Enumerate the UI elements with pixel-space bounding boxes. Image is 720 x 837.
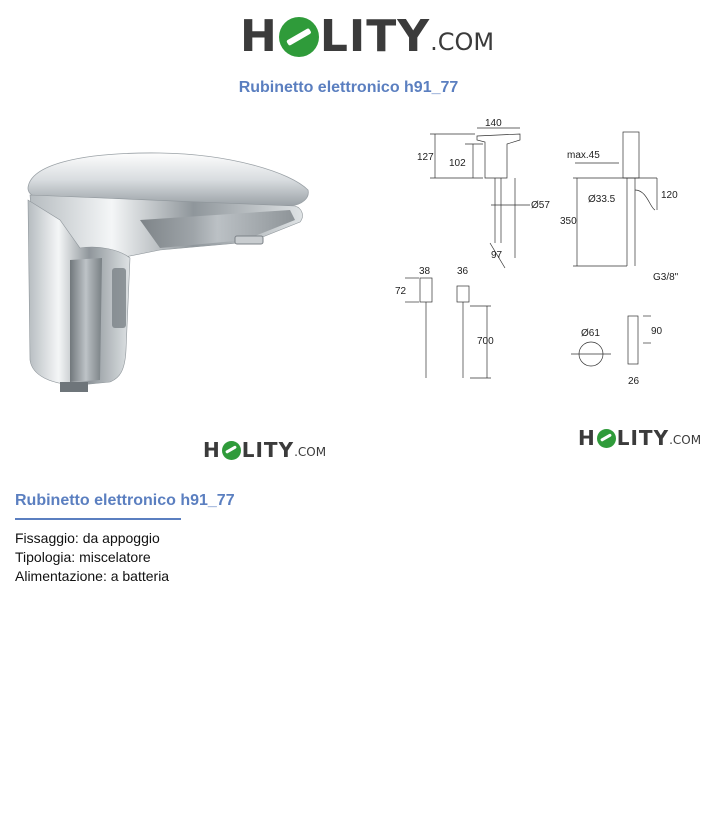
dim-33-5: Ø33.5 bbox=[588, 194, 616, 205]
logo-text: LITY bbox=[319, 11, 431, 62]
title-underline bbox=[15, 518, 181, 520]
logo-letter-h: H bbox=[240, 11, 278, 62]
dim-36: 36 bbox=[457, 266, 469, 277]
logo-o-icon bbox=[597, 429, 616, 448]
dim-350: 350 bbox=[560, 216, 577, 227]
logo-o-icon bbox=[222, 441, 241, 460]
product-photo[interactable] bbox=[20, 150, 315, 400]
dim-g3-8: G3/8" bbox=[653, 272, 679, 283]
dim-90: 90 bbox=[651, 326, 663, 337]
page-title: Rubinetto elettronico h91_77 bbox=[238, 79, 459, 96]
dim-102: 102 bbox=[449, 158, 466, 169]
logo-letter-h: H bbox=[203, 438, 221, 462]
spec-tipologia: Tipologia: miscelatore bbox=[15, 549, 151, 565]
dim-140: 140 bbox=[485, 118, 502, 129]
dim-38: 38 bbox=[419, 266, 431, 277]
dim-127: 127 bbox=[417, 152, 434, 163]
logo-suffix: .COM bbox=[430, 28, 495, 56]
logo-o-icon bbox=[279, 17, 319, 57]
site-logo[interactable] bbox=[240, 12, 494, 62]
spec-fissaggio: Fissaggio: da appoggio bbox=[15, 530, 160, 546]
logo-suffix: .COM bbox=[294, 445, 327, 459]
logo-suffix: .COM bbox=[669, 433, 702, 447]
dim-26: 26 bbox=[628, 376, 640, 387]
dim-57: Ø57 bbox=[531, 200, 550, 211]
product-title: Rubinetto elettronico h91_77 bbox=[15, 492, 235, 509]
dim-700: 700 bbox=[477, 336, 494, 347]
logo-letter-h: H bbox=[578, 426, 596, 450]
dim-61: Ø61 bbox=[581, 328, 600, 339]
product-specs bbox=[15, 529, 169, 586]
watermark-logo-drawing bbox=[578, 424, 701, 452]
logo-text: LITY bbox=[616, 426, 670, 450]
dim-97: 97 bbox=[491, 250, 503, 261]
spec-alimentazione: Alimentazione: a batteria bbox=[15, 568, 170, 584]
dim-72: 72 bbox=[395, 286, 407, 297]
watermark-logo-photo bbox=[203, 436, 326, 464]
logo-text: LITY bbox=[241, 438, 295, 462]
dim-120: 120 bbox=[661, 190, 678, 201]
dim-max45: max.45 bbox=[567, 150, 600, 161]
technical-drawing[interactable] bbox=[395, 118, 700, 388]
